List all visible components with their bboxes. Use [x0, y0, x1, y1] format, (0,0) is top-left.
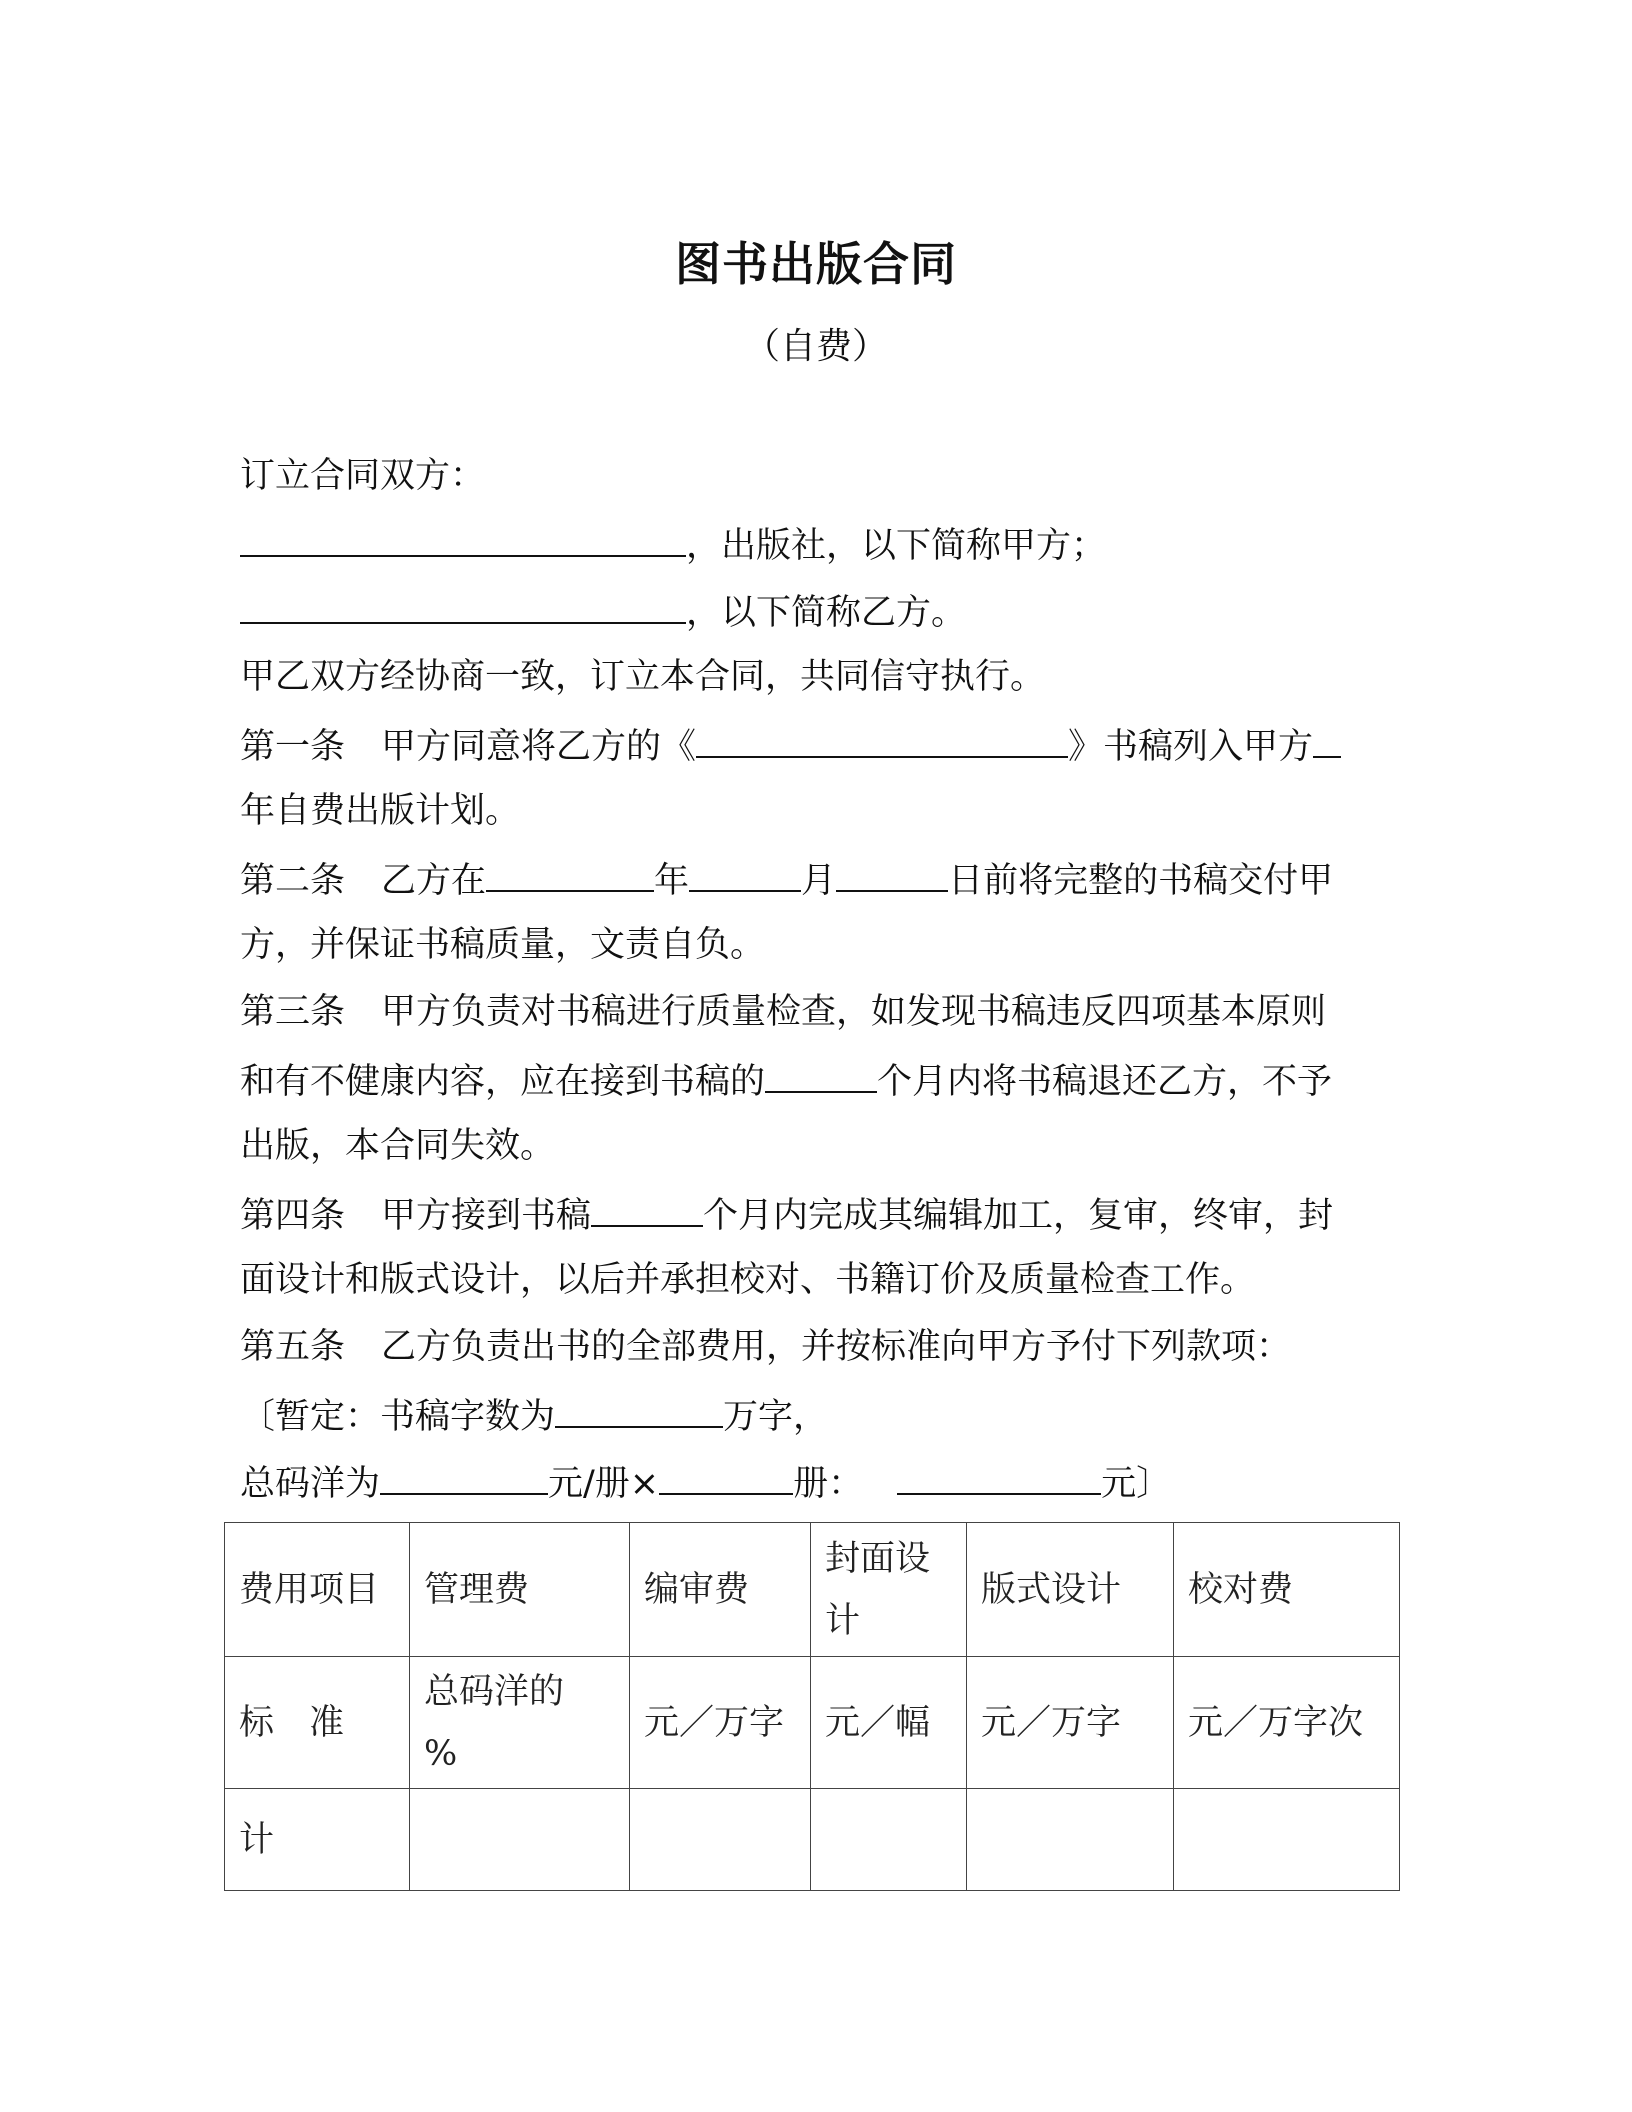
article-5-label: 第五条 — [240, 1327, 346, 1367]
article-3-label: 第三条 — [240, 992, 346, 1032]
plan-year-blank[interactable] — [1313, 720, 1341, 758]
word-count-blank[interactable] — [555, 1390, 723, 1428]
article-2-label: 第二条 — [240, 861, 346, 901]
fee-table-total-row — [225, 1789, 1400, 1891]
fee-standard-cell[interactable]: 元／万字 — [630, 1657, 811, 1789]
party-b-line — [240, 586, 1390, 637]
article-4-text-1: 甲方接到书稿 — [381, 1196, 592, 1236]
agreement-text: 甲乙双方经协商一致，订立本合同，共同信守执行。 — [240, 657, 1046, 697]
document-title: 图书出版合同 — [675, 237, 957, 291]
month-label: 月 — [801, 861, 837, 901]
fee-table-header-row — [225, 1523, 1400, 1657]
delivery-year-blank[interactable] — [486, 854, 654, 892]
party-a-blank[interactable] — [240, 519, 686, 557]
delivery-month-blank[interactable] — [689, 854, 801, 892]
fee-header-cell: 管理费 — [410, 1523, 630, 1657]
parties-heading: 订立合同双方： — [240, 456, 486, 496]
article-2-text-2: 日前将完整的书稿交付甲 — [948, 861, 1334, 901]
article-1-line-1 — [240, 720, 1390, 771]
article-3-line-2 — [240, 1055, 1390, 1106]
article-5-text-5: 元/册× — [548, 1464, 660, 1504]
party-b-blank[interactable] — [240, 586, 686, 624]
document-subtitle: （自费） — [743, 326, 888, 367]
fee-total-cell[interactable] — [1174, 1789, 1400, 1891]
fee-total-cell[interactable] — [811, 1789, 967, 1891]
fee-standard-cell[interactable]: 总码洋的 % — [410, 1657, 630, 1789]
article-2-text-3: 方，并保证书稿质量，文责自负。 — [240, 925, 766, 965]
article-5-text-3: 万字， — [723, 1397, 829, 1437]
fee-table-standard-row — [225, 1657, 1400, 1789]
article-4-text-2: 个月内完成其编辑加工，复审，终审，封 — [703, 1196, 1334, 1236]
price-per-copy-blank[interactable] — [380, 1457, 548, 1495]
article-1-text-3: 年自费出版计划。 — [240, 791, 521, 831]
article-3-text-3: 个月内将书稿退还乙方，不予 — [877, 1062, 1333, 1102]
article-2-line-1 — [240, 854, 1390, 905]
article-3-line-1 — [240, 988, 1390, 1036]
article-5-text-4: 总码洋为 — [240, 1464, 381, 1504]
fee-standard-cell[interactable]: 元／万字 — [967, 1657, 1174, 1789]
total-amount-blank[interactable] — [897, 1457, 1101, 1495]
article-3-text-2: 和有不健康内容，应在接到书稿的 — [240, 1062, 766, 1102]
fee-total-cell[interactable] — [967, 1789, 1174, 1891]
article-5-line-3 — [240, 1457, 1390, 1508]
fee-standard-cell[interactable]: 元／万字次 — [1174, 1657, 1400, 1789]
fee-standard-cell[interactable]: 元／幅 — [811, 1657, 967, 1789]
article-4-line-1 — [240, 1189, 1390, 1240]
delivery-day-blank[interactable] — [836, 854, 948, 892]
article-4-text-3: 面设计和版式设计，以后并承担校对、书籍订价及质量检查工作。 — [240, 1260, 1256, 1300]
article-2-text-1: 乙方在 — [381, 861, 487, 901]
article-4-label: 第四条 — [240, 1196, 346, 1236]
article-1-text-2: 》书稿列入甲方 — [1068, 727, 1314, 767]
fee-header-cell: 费用项目 — [225, 1523, 410, 1657]
party-a-line — [240, 519, 1390, 570]
article-1-text-1: 甲方同意将乙方的《 — [381, 727, 697, 767]
fee-total-cell[interactable] — [630, 1789, 811, 1891]
fee-header-cell: 编审费 — [630, 1523, 811, 1657]
fee-table — [224, 1522, 1400, 1891]
return-months-blank[interactable] — [765, 1055, 877, 1093]
fee-standard-cell: 标 准 — [225, 1657, 410, 1789]
fee-header-cell: 校对费 — [1174, 1523, 1400, 1657]
article-5-text-1: 乙方负责出书的全部费用，并按标准向甲方予付下列款项： — [381, 1327, 1292, 1367]
article-5-line-1 — [240, 1323, 1390, 1371]
fee-total-cell[interactable] — [410, 1789, 630, 1891]
article-1-label: 第一条 — [240, 727, 346, 767]
article-3-text-1: 甲方负责对书稿进行质量检查，如发现书稿违反四项基本原则 — [381, 992, 1327, 1032]
year-label: 年 — [654, 861, 690, 901]
copies-blank[interactable] — [659, 1457, 793, 1495]
article-5-text-6: 册： — [793, 1464, 864, 1504]
party-a-text: ，出版社，以下简称甲方； — [686, 526, 1107, 566]
fee-total-cell: 计 — [225, 1789, 410, 1891]
article-5-text-7: 元〕 — [1101, 1464, 1172, 1504]
book-title-blank[interactable] — [696, 720, 1068, 758]
editing-months-blank[interactable] — [591, 1189, 703, 1227]
fee-header-cell: 版式设计 — [967, 1523, 1174, 1657]
article-5-line-2 — [240, 1390, 1390, 1441]
article-3-text-4: 出版，本合同失效。 — [240, 1126, 556, 1166]
fee-header-cell: 封面设计 — [811, 1523, 967, 1657]
party-b-text: ，以下简称乙方。 — [686, 593, 967, 633]
article-5-text-2: 〔暂定：书稿字数为 — [240, 1397, 556, 1437]
